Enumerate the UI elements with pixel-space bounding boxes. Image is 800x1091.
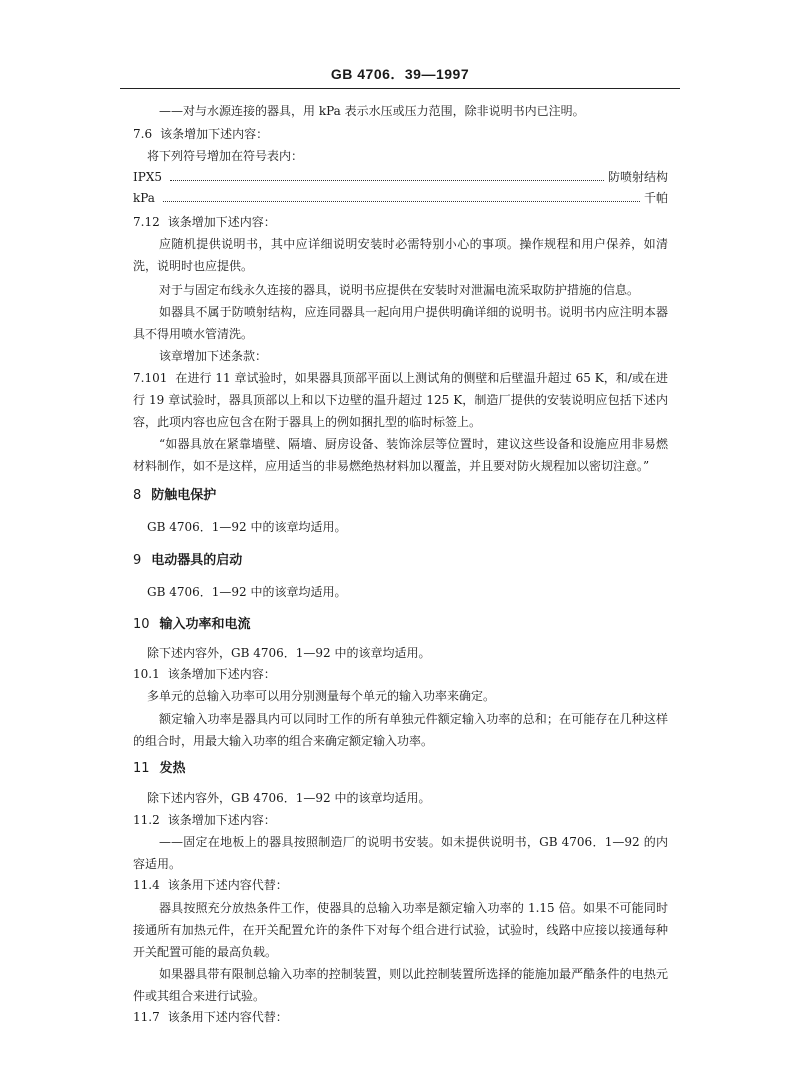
section-number: 9 [133, 553, 142, 568]
section-title: 发热 [159, 761, 186, 776]
paragraph-heat-test: 器具按照充分放热条件工作，使器具的总输入功率是额定输入功率的 1.15 倍。如果不可能同时接通所有加热元件，在开关配置允许的条件下对每个组合进行试验，试验时，线路中应接以接通每种开关配置可能的最高负载。 [133, 901, 668, 959]
symbol-intro: 将下列符号增加在符号表内： [147, 149, 304, 163]
clause-text: 该条增加下述内容： [167, 813, 276, 827]
clause-number: 7.101 [133, 371, 168, 385]
paragraph-rated-input: 额定输入功率是器具内可以同时工作的所有单独元件额定输入功率的总和；在可能存在几种这样的组合时，用最大输入功率的组合来确定额定输入功率。 [133, 712, 668, 748]
symbol: IPX5 [133, 170, 162, 184]
section-number: 10 [133, 617, 150, 632]
paragraph-control-device: 如果器具带有限制总输入功率的控制装置，则以此控制装置所选择的能施加最严酷条件的电热元件或其组合来进行试验。 [133, 967, 668, 1003]
section-8-text: GB 4706．1—92 中的该章均适用。 [147, 520, 347, 534]
section-title: 防触电保护 [151, 488, 217, 503]
clause-11-4 [133, 875, 668, 896]
section-title: 电动器具的启动 [151, 553, 243, 568]
clause-text: 该条增加下述内容： [160, 127, 269, 141]
symbol-row-ipx5 [133, 167, 668, 188]
section-10-heading [133, 614, 251, 636]
water-pressure-item: ——对与水源连接的器具，用 kPa 表示水压或压力范围，除非说明书内已注明。 [159, 104, 585, 118]
symbol: kPa [133, 191, 155, 205]
clause-number: 11.4 [133, 878, 160, 892]
clause-11-2 [133, 810, 668, 831]
section-8-heading [133, 485, 216, 507]
section-9-text: GB 4706．1—92 中的该章均适用。 [147, 585, 347, 599]
section-number: 8 [133, 488, 142, 503]
clause-text: 该条增加下述内容： [167, 667, 276, 681]
section-title: 输入功率和电流 [159, 617, 251, 632]
clause-11-7 [133, 1007, 668, 1028]
clause-7-6 [133, 124, 668, 145]
paragraph-manual: 应随机提供说明书，其中应详细说明安装时必需特别小心的事项。操作规程和用户保养，如清洗，说明时也应提供。 [133, 237, 668, 273]
paragraph-leakage: 对于与固定布线永久连接的器具，说明书应提供在安装时对泄漏电流采取防护措施的信息。 [159, 283, 640, 297]
warning-quote: “如器具放在紧靠墙壁、隔墙、厨房设备、装饰涂层等位置时，建议这些设备和设施应用非易燃材料制作，如不是这样，应用适当的非易燃绝热材料加以覆盖，并且要对防火规程加以密切注意。” [133, 437, 668, 473]
symbol-row-kpa [133, 188, 668, 209]
paragraph-multi-unit: 多单元的总输入功率可以用分别测量每个单元的输入功率来确定。 [147, 689, 496, 703]
clause-text: 该条增加下述内容： [167, 215, 276, 229]
symbol-meaning: 防喷射结构 [607, 170, 668, 184]
clause-number: 11.7 [133, 1010, 160, 1024]
page-header [120, 64, 680, 89]
section-10-text: 除下述内容外，GB 4706．1—92 中的该章均适用。 [147, 646, 431, 660]
clause-text: 该条用下述内容代替： [167, 878, 288, 892]
leader-dots [170, 180, 604, 181]
symbol-meaning: 千帕 [643, 191, 668, 205]
paragraph-chapter-additions: 该章增加下述条款： [159, 349, 268, 363]
section-11-text: 除下述内容外，GB 4706．1—92 中的该章均适用。 [147, 791, 431, 805]
clause-text: 该条用下述内容代替： [167, 1010, 288, 1024]
section-9-heading [133, 550, 242, 572]
section-number: 11 [133, 761, 150, 776]
clause-10-1 [133, 664, 668, 685]
clause-number: 11.2 [133, 813, 160, 827]
clause-number: 10.1 [133, 667, 160, 681]
standard-number: GB 4706．39—1997 [330, 66, 470, 82]
clause-number: 7.12 [133, 215, 160, 229]
paragraph-spray: 如器具不属于防喷射结构，应连同器具一起向用户提供明确详细的说明书。说明书内应注明本器具不得用喷水管清洗。 [133, 305, 668, 341]
paragraph-floor-mounted: ——固定在地板上的器具按照制造厂的说明书安装。如未提供说明书，GB 4706．1—92 的内容适用。 [133, 835, 668, 871]
leader-dots [163, 201, 640, 202]
clause-number: 7.6 [133, 127, 153, 141]
clause-7-12 [133, 212, 668, 233]
clause-text: 在进行 11 章试验时，如果器具顶部平面以上测试角的侧壁和后壁温升超过 65 K，和/或在进行 19 章试验时，器具顶部以上和以下边壁的温升超过 125 K，制造厂提供的安装说明应包括下述内容，此项内容也应包含在附于器具上的例如捆扎型的临时标签上。 [133, 371, 668, 429]
section-11-heading [133, 758, 186, 780]
clause-7-101 [133, 367, 668, 433]
